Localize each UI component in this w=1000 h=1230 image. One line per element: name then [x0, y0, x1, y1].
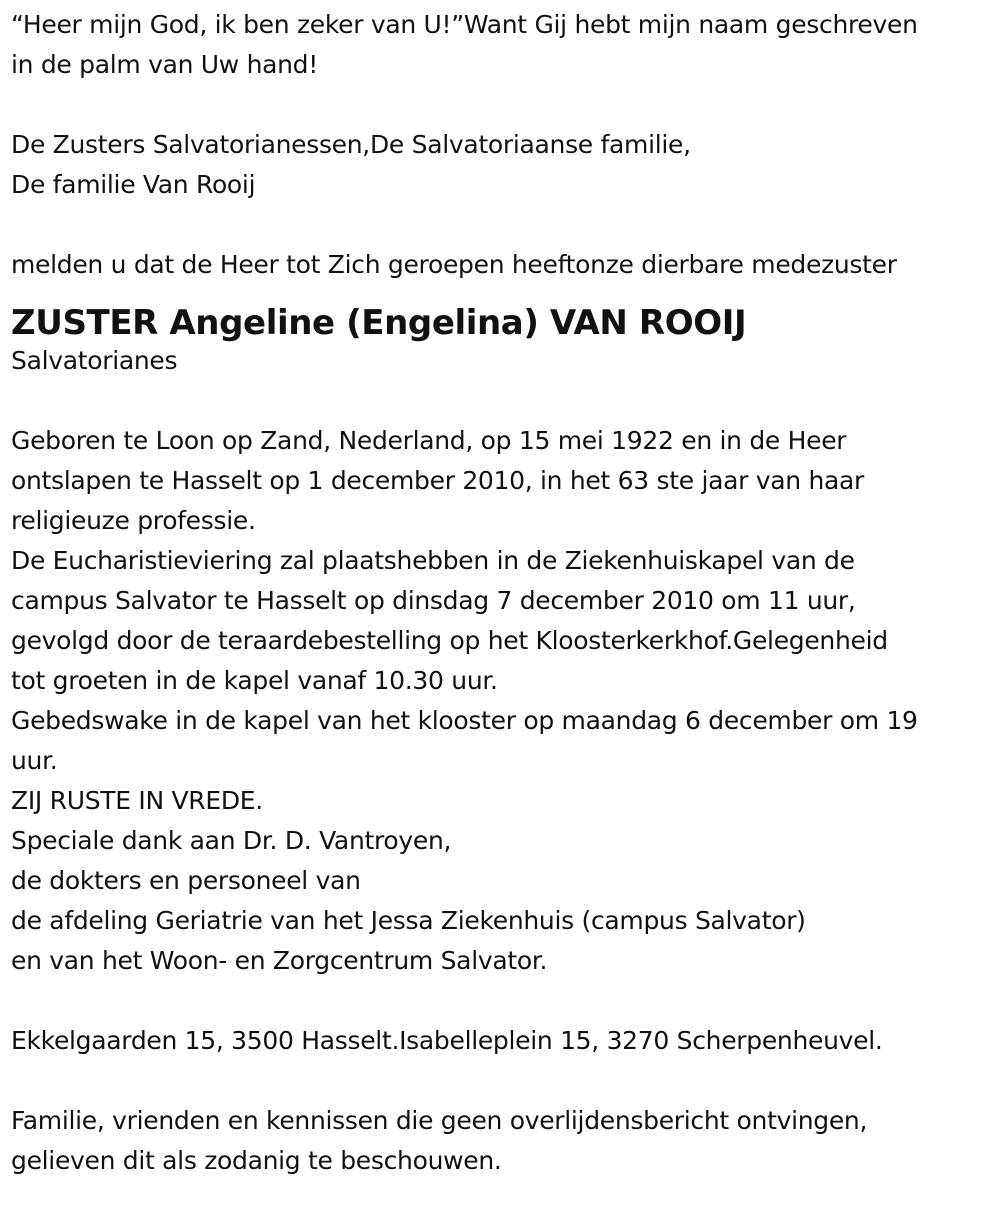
details-line: en van het Woon- en Zorgcentrum Salvator. [11, 946, 548, 975]
deceased-name-block [11, 301, 995, 343]
obituary-document [11, 5, 995, 1181]
details-line: ontslapen te Hasselt op 1 december 2010, in het 63 ste jaar van haar [11, 466, 865, 495]
sender-line: De Zusters Salvatorianessen,De Salvatoriaanse familie, [11, 130, 691, 159]
details-line: religieuze professie. [11, 506, 256, 535]
details-line: uur. [11, 746, 58, 775]
spacer [11, 205, 995, 245]
spacer [11, 1061, 995, 1101]
details-line: ZIJ RUSTE IN VREDE. [11, 786, 263, 815]
verse-line: in de palm van Uw hand! [11, 50, 318, 79]
closing-line: gelieven dit als zodanig te beschouwen. [11, 1146, 502, 1175]
details-line: gevolgd door de teraardebestelling op het Kloosterkerkhof.Gelegenheid [11, 626, 888, 655]
deceased-role: Salvatorianes [11, 346, 178, 375]
details-line: De Eucharistieviering zal plaatshebben in de Ziekenhuiskapel van de [11, 546, 855, 575]
details-line: Gebedswake in de kapel van het klooster op maandag 6 december om 19 [11, 706, 918, 735]
details-section [11, 421, 995, 981]
deceased-name: ZUSTER Angeline (Engelina) VAN ROOIJ [11, 303, 747, 343]
details-line: tot groeten in de kapel vanaf 10.30 uur. [11, 666, 498, 695]
details-line: Speciale dank aan Dr. D. Vantroyen, [11, 826, 452, 855]
addresses-text: Ekkelgaarden 15, 3500 Hasselt.Isabelleplein 15, 3270 Scherpenheuvel. [11, 1026, 883, 1055]
closing-line: Familie, vrienden en kennissen die geen overlijdensbericht ontvingen, [11, 1106, 868, 1135]
verse-line: “Heer mijn God, ik ben zeker van U!”Want Gij hebt mijn naam geschreven [11, 10, 918, 39]
details-line: de afdeling Geriatrie van het Jessa Ziekenhuis (campus Salvator) [11, 906, 806, 935]
verse-section [11, 5, 995, 85]
spacer [11, 981, 995, 1021]
announcement-text: melden u dat de Heer tot Zich geroepen heeftonze dierbare medezuster [11, 250, 897, 279]
details-line: de dokters en personeel van [11, 866, 361, 895]
senders-section [11, 125, 995, 205]
details-line: campus Salvator te Hasselt op dinsdag 7 december 2010 om 11 uur, [11, 586, 856, 615]
sender-line: De familie Van Rooij [11, 170, 256, 199]
spacer [11, 85, 995, 125]
closing-section [11, 1101, 995, 1181]
details-line: Geboren te Loon op Zand, Nederland, op 15 mei 1922 en in de Heer [11, 426, 847, 455]
spacer [11, 381, 995, 421]
